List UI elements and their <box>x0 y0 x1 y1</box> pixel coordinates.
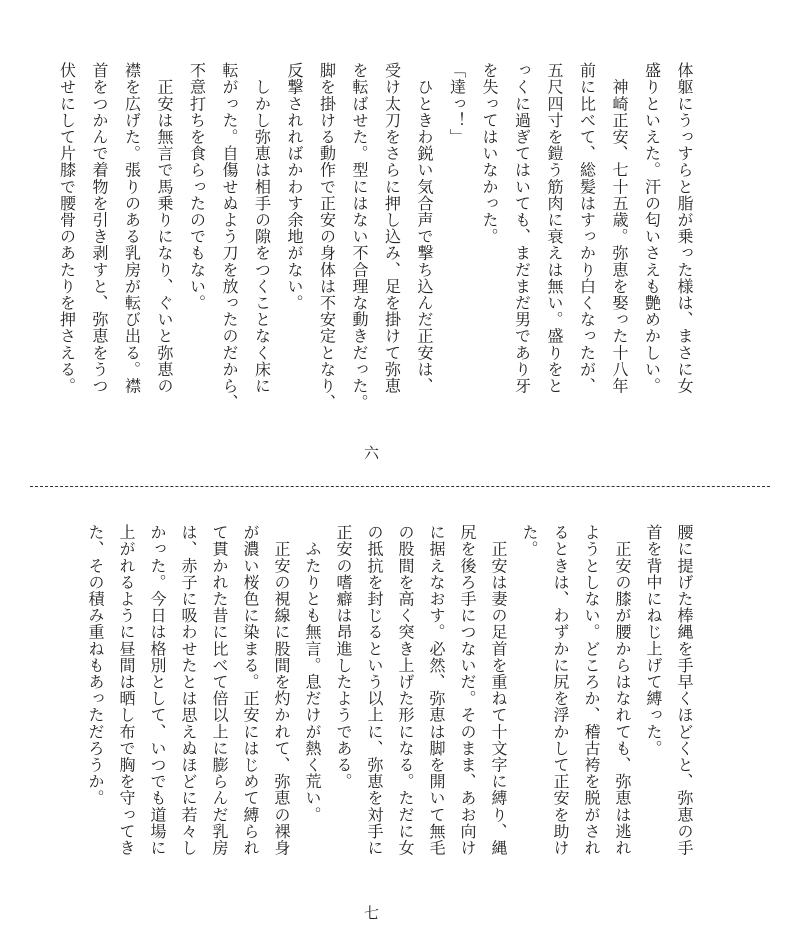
text-line: に据えなおす。必然、弥恵は脚を開いて無毛 <box>427 524 446 856</box>
text-line: 受け太刀をさらに押し込み、足を掛けて弥恵 <box>382 62 402 394</box>
text-line: 神崎正安、七十五歳。弥恵を娶った十八年 <box>610 62 629 394</box>
text-line: を転ばせた。型にはない不合理な動きだった。 <box>350 62 369 411</box>
text-line: しかし弥恵は相手の隙をつくことなく床に <box>252 62 272 394</box>
text-line: 前に比べて、総髪はすっかり白くなったが、 <box>577 62 597 394</box>
page-six-text <box>48 62 700 411</box>
text-line: 正安の視線に股間を灼かれて、弥恵の裸身 <box>272 524 291 856</box>
text-line: を失ってはいなかった。 <box>480 62 499 245</box>
text-line: の抵抗を封じるという以上に、弥恵を対手に <box>365 524 384 856</box>
text-line: 正安は無言で馬乗りになり、ぐいと弥恵の <box>155 62 174 394</box>
text-line: かった。今日は格別として、いつでも道場に <box>148 524 167 856</box>
text-line: ようとしない。どころか、稽古袴を脱がされ <box>582 524 601 856</box>
text-line: た。 <box>520 524 539 558</box>
text-line: 正安の膝が腰からはなれても、弥恵は逃れ <box>613 524 632 856</box>
text-line: 不意打ちを食らったのでもない。 <box>187 62 207 311</box>
text-line: 伏せにして片膝で腰骨のあたりを押さえる。 <box>57 62 77 394</box>
text-line: ふたりとも無言。息だけが熱く荒い。 <box>303 524 322 823</box>
text-line: が濃い桜色に染まる。正安にはじめて縛られ <box>241 524 260 856</box>
text-line: 正安の嗜癖は昂進したようである。 <box>334 524 353 790</box>
text-line: て貫かれた昔に比べて倍以上に膨らんだ乳房 <box>210 524 229 856</box>
text-line: 襟を広げた。張りのある乳房が転び出る。襟 <box>122 62 142 394</box>
page-divider <box>30 486 770 487</box>
text-line: 首をつかんで着物を引き剥すと、弥恵をうつ <box>90 62 109 394</box>
text-line: 盛りといえた。汗の匂いさえも艶めかしい。 <box>642 62 662 394</box>
text-line: るときは、わずかに尻を浮かして正安を助け <box>551 524 570 856</box>
text-line: の股間を高く突き上げた形になる。ただに女 <box>396 524 415 856</box>
text-line: 転がった。自傷せぬよう刀を放ったのだから、 <box>220 62 239 411</box>
text-line: 首を背中にねじ上げて縛った。 <box>644 524 663 757</box>
page-number: 七 <box>364 904 380 922</box>
text-line: 「達っ！」 <box>447 62 467 145</box>
text-line: 反撃されればかわす余地がない。 <box>285 62 304 311</box>
text-line: 五尺四寸を鎧う筋肉に衰えは無い。盛りをと <box>545 62 564 394</box>
page-number: 六 <box>364 444 380 462</box>
text-line: 腰に提げた棒縄を手早くほどくと、弥恵の手 <box>675 524 694 856</box>
text-line: は、赤子に吸わせたとは思えぬほどに若々し <box>179 524 198 856</box>
text-line: た、その積み重ねもあっただろうか。 <box>86 524 105 807</box>
page-seven-text <box>48 524 700 869</box>
text-line: 正安は妻の足首を重ねて十文字に縛り、縄 <box>489 524 508 856</box>
text-line: 尻を後ろ手につないだ。そのまま、あお向け <box>458 524 477 856</box>
text-line: っくに過ぎてはいても、まだまだ男であり牙 <box>512 62 532 394</box>
text-line: ひときわ鋭い気合声で撃ち込んだ正安は、 <box>415 62 434 394</box>
text-line: 体躯にうっすらと脂が乗った様は、まさに女 <box>675 62 694 394</box>
text-line: 上がれるように昼間は晒し布で胸を守ってき <box>117 524 136 856</box>
text-line: 脚を掛ける動作で正安の身体は不安定となり、 <box>317 62 337 411</box>
